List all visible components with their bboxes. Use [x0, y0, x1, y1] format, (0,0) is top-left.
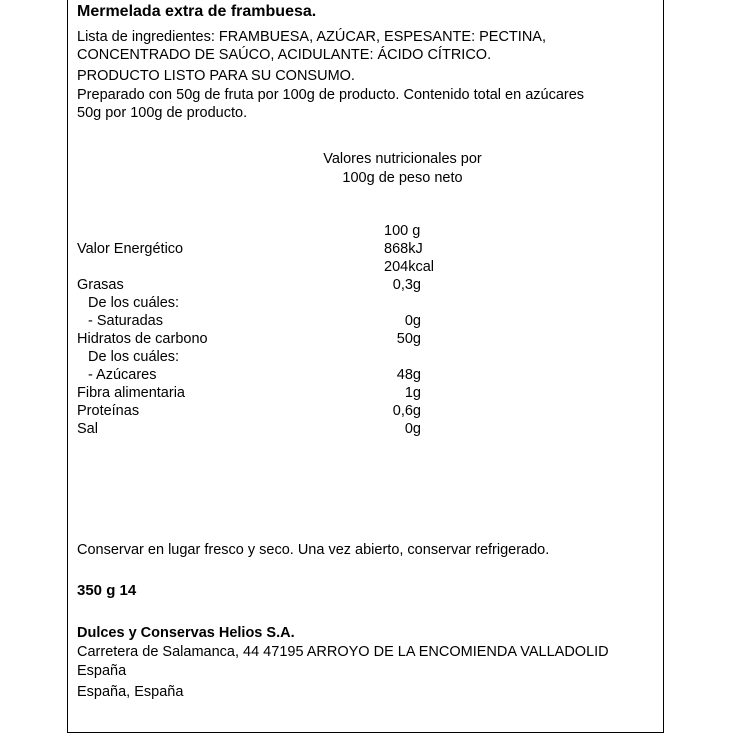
- ingredients-line-5: 50g por 100g de producto.: [77, 105, 248, 121]
- nutrition-heading-1: Valores nutricionales por: [323, 151, 482, 167]
- nutrient-label: Grasas: [77, 277, 124, 293]
- nutrient-label: Hidratos de carbono: [77, 331, 208, 347]
- ingredients-line-4: Preparado con 50g de fruta por 100g de producto. Contenido total en azúcares: [77, 87, 585, 103]
- nutrient-label: De los cuáles:: [88, 349, 180, 365]
- ingredients-line-3: PRODUCTO LISTO PARA SU CONSUMO.: [77, 68, 355, 84]
- nutrient-value: 0g: [404, 421, 421, 437]
- nutrient-value: 204kcal: [384, 259, 434, 275]
- nutrient-label: - Azúcares: [88, 367, 157, 383]
- ingredients-line-1: Lista de ingredientes: FRAMBUESA, AZÚCAR, ESPESANTE: PECTINA,: [77, 29, 546, 45]
- storage-instructions: Conservar en lugar fresco y seco. Una vez abierto, conservar refrigerado.: [77, 542, 550, 558]
- nutrition-heading-2: 100g de peso neto: [342, 170, 463, 186]
- nutrient-value: 1g: [404, 385, 421, 401]
- company-name: Dulces y Conservas Helios S.A.: [77, 625, 295, 641]
- nutrient-value: 0,3g: [392, 277, 421, 293]
- nutrient-value: 0g: [404, 313, 421, 329]
- nutrient-label: Proteínas: [77, 403, 140, 419]
- address-line-1: Carretera de Salamanca, 44 47195 ARROYO DE LA ENCOMIENDA VALLADOLID: [77, 644, 609, 660]
- nutrient-value: 868kJ: [384, 241, 423, 257]
- net-weight: 350 g 14: [77, 582, 137, 599]
- address-line-3: España, España: [77, 684, 184, 700]
- nutrient-value: 50g: [396, 331, 421, 347]
- nutrient-value: 0,6g: [392, 403, 421, 419]
- nutrient-label: - Saturadas: [88, 313, 163, 329]
- nutrient-value: 48g: [396, 367, 421, 383]
- ingredients-line-2: CONCENTRADO DE SAÚCO, ACIDULANTE: ÁCIDO CÍTRICO.: [77, 47, 492, 63]
- product-title: Mermelada extra de frambuesa.: [77, 3, 317, 20]
- nutrient-label: De los cuáles:: [88, 295, 180, 311]
- nutrient-label: Valor Energético: [77, 241, 184, 257]
- nutrient-label: Fibra alimentaria: [77, 385, 185, 401]
- nutrient-label: Sal: [77, 421, 98, 437]
- address-line-2: España: [77, 663, 127, 679]
- nutrition-column-header: 100 g: [384, 223, 421, 239]
